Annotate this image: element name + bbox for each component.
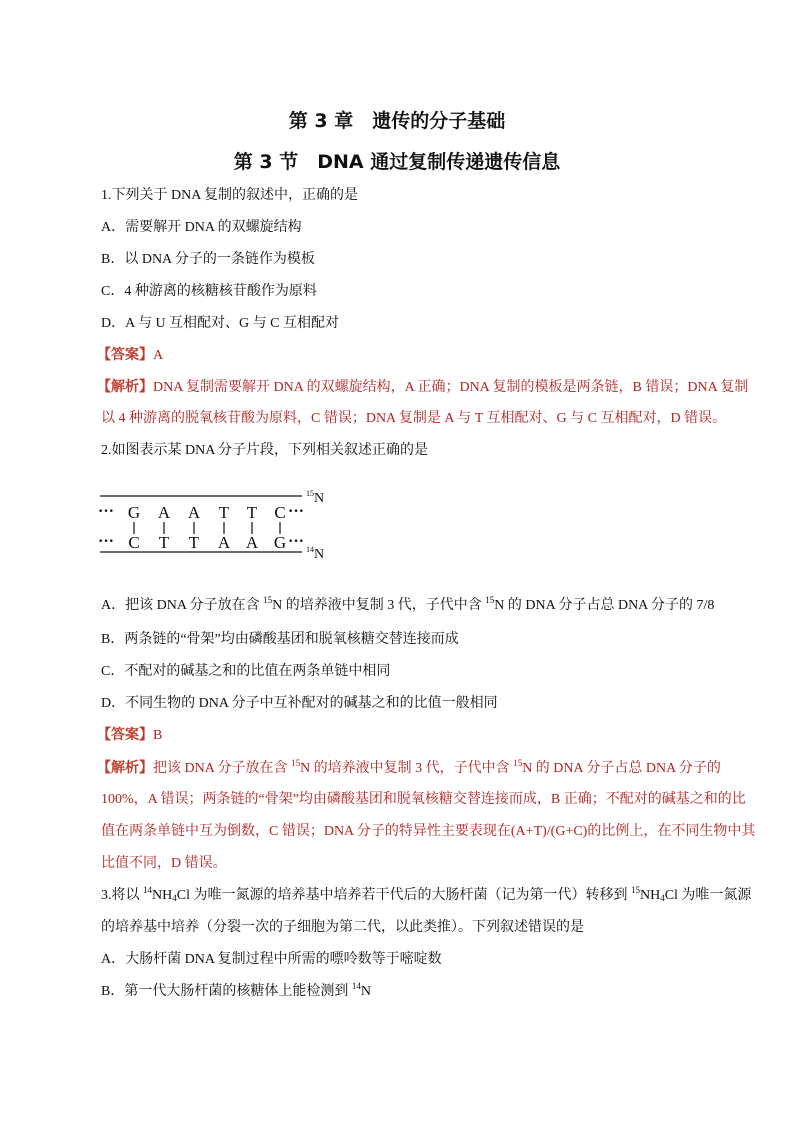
q1-stem: 1.下列关于 DNA 复制的叙述中，正确的是 (101, 188, 359, 203)
bottom-base-c: C (128, 533, 140, 552)
q3-option-b: B．第一代大肠杆菌的核糖体上能检测到 $^{14}$N (101, 981, 371, 999)
q1-option-d: D．A 与 U 互相配对、G 与 C 互相配对 (101, 316, 340, 331)
q2-stem: 2.如图表示某 DNA 分子片段，下列相关叙述正确的是 (101, 443, 429, 458)
q1-analysis-line-1 (97, 377, 748, 398)
top-strand-label: $^{15}$N (306, 489, 325, 506)
q2-option-a: A．把该 DNA 分子放在含 $^{15}$N 的培养液中复制 3 代，子代中含 $^{15}$N 的 DNA 分子占总 DNA 分子的 7/8 (101, 595, 715, 613)
top-base-a: A (157, 503, 171, 522)
analysis-text: DNA 复制需要解开 DNA 的双螺旋结构，A 正确；DNA 复制的模板是两条链，B 错误；DNA 复制 (153, 380, 749, 395)
q3-option-a: A．大肠杆菌 DNA 复制过程中所需的嘌呤数等于嘧啶数 (101, 952, 442, 967)
q2-option-d: D．不同生物的 DNA 分子中互补配对的碱基之和的比值一般相同 (101, 696, 498, 711)
q2-option-b: B．两条链的“骨架”均由磷酸基团和脱氧核糖交替连接而成 (101, 632, 459, 647)
bottom-left-dots: ··· (98, 533, 115, 550)
top-base-g: G (127, 503, 141, 522)
top-base-t: T (246, 503, 258, 522)
top-left-dots: ··· (98, 503, 115, 520)
q1-option-a: A．需要解开 DNA 的双螺旋结构 (101, 220, 302, 235)
bottom-right-dots: ··· (288, 533, 305, 550)
q3-stem-line-2: 的培养基中培养（分裂一次的子细胞为第二代，以此类推）。下列叙述错误的是 (101, 920, 584, 935)
q2-answer (97, 725, 162, 746)
chapter-title: 第 3 章 遗传的分子基础 (288, 110, 506, 132)
bottom-base-a: A (245, 533, 259, 552)
q3-stem-line-1: 3.将以 $^{14}NH_4Cl$ 为唯一氮源的培养基中培养若干代后的大肠杆菌（记为第一代）转移到 $^{15}NH_4Cl$ 为唯一氮源 (101, 885, 752, 903)
answer-value: A (153, 348, 164, 363)
bottom-base-t: T (158, 533, 170, 552)
answer-tag: 【答案】 (97, 727, 153, 743)
bottom-strand-label: $^{14}$N (306, 545, 325, 562)
answer-value: B (153, 728, 163, 743)
top-right-dots: ··· (288, 503, 305, 520)
q1-option-b: B．以 DNA 分子的一条链作为模板 (101, 252, 315, 267)
bottom-strand-bases (128, 533, 286, 552)
top-base-t: T (218, 503, 230, 522)
analysis-tag: 【解析】 (97, 379, 153, 395)
top-base-a: A (187, 503, 201, 522)
q1-analysis-line-2: 以 4 种游离的脱氧核苷酸为原料，C 错误；DNA 复制是 A 与 T 互相配对、G 与 C 互相配对，D 错误。 (101, 411, 727, 426)
bottom-base-a: A (217, 533, 231, 552)
q2-analysis-line-2: 100%，A 错误；两条链的“骨架”均由磷酸基团和脱氧核糖交替连接而成，B 正确；不配对的碱基之和的比 (101, 792, 746, 807)
dna-fragment-figure (90, 482, 350, 568)
top-base-c: C (274, 503, 286, 522)
section-title: 第 3 节 DNA 通过复制传递遗传信息 (233, 151, 561, 173)
bottom-base-t: T (188, 533, 200, 552)
q2-analysis-line-4: 比值不同，D 错误。 (101, 856, 227, 871)
q2-analysis-line-1: 【解析】把该 DNA 分子放在含 $^{15}$N 的培养液中复制 3 代，子代中含 $^{15}$N 的 DNA 分子占总 DNA 分子的 (97, 758, 721, 776)
analysis-tag: 【解析】 (97, 760, 153, 776)
top-strand-bases (128, 503, 286, 522)
q2-analysis-line-3: 值在两条单链中互为倒数，C 错误；DNA 分子的特异性主要表现在(A+T)/(G+C)的比例上，在不同生物中其 (101, 824, 756, 839)
q1-answer (97, 345, 163, 366)
answer-tag: 【答案】 (97, 347, 153, 363)
bottom-base-g: G (273, 533, 287, 552)
q2-option-c: C．不配对的碱基之和的比值在两条单链中相同 (101, 664, 391, 679)
q1-option-c: C．4 种游离的核糖核苷酸作为原料 (101, 284, 317, 299)
